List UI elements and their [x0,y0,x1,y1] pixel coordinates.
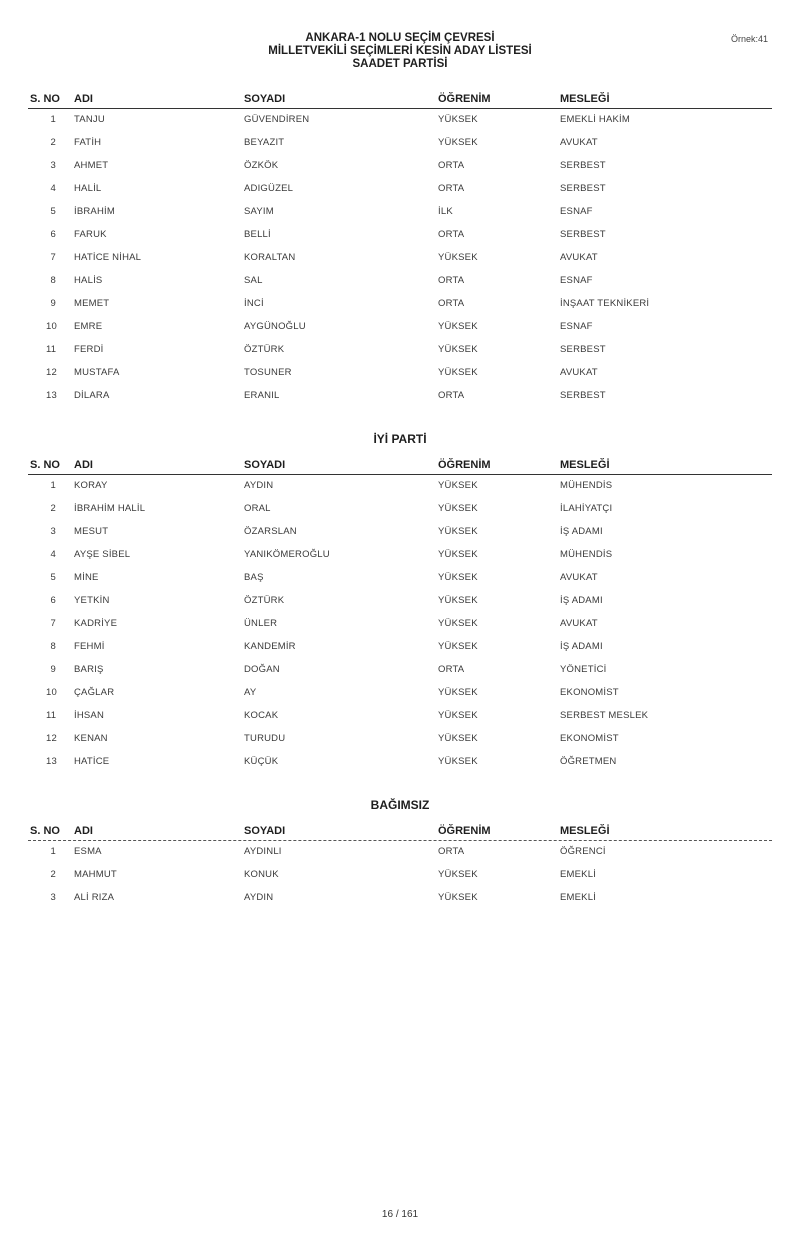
table-row [28,590,772,613]
candidate-surname: KÜÇÜK [244,756,279,767]
candidate-surname: KORALTAN [244,252,296,263]
candidate-name: KORAY [74,480,108,491]
row-number: 13 [46,756,57,767]
candidate-education: YÜKSEK [438,687,478,698]
candidate-occupation: AVUKAT [560,137,598,148]
candidate-occupation: EMEKLİ [560,892,597,903]
candidate-surname: GÜVENDİREN [244,114,310,125]
col-name: ADI [74,459,93,471]
row-number: 9 [50,664,56,675]
col-no: S. NO [30,93,60,105]
candidate-surname: KONUK [244,869,279,880]
candidate-occupation: MÜHENDİS [560,549,613,560]
table-row [28,841,772,864]
candidate-surname: KOCAK [244,710,279,721]
candidate-surname: ÖZKÖK [244,160,279,171]
candidate-surname: TURUDU [244,733,286,744]
candidate-name: EMRE [74,321,103,332]
table-row [28,178,772,201]
row-number: 12 [46,733,57,744]
candidate-education: ORTA [438,160,465,171]
col-name: ADI [74,93,93,105]
candidate-occupation: AVUKAT [560,252,598,263]
candidate-occupation: İNŞAAT TEKNİKERİ [560,298,650,309]
candidate-name: FEHMİ [74,641,105,652]
candidate-surname: BELLİ [244,229,271,240]
row-number: 3 [50,526,56,537]
col-occupation: MESLEĞİ [560,825,610,837]
page-number: 16 / 161 [381,1209,419,1220]
row-number: 10 [46,687,57,698]
row-number: 2 [50,503,56,514]
table-header [28,90,772,109]
col-surname: SOYADI [244,93,286,105]
col-occupation: MESLEĞİ [560,459,610,471]
candidate-education: YÜKSEK [438,367,478,378]
header-party: SAADET PARTİSİ [352,58,448,70]
table-row [28,109,772,132]
candidate-occupation: EKONOMİST [560,687,619,698]
table-row [28,728,772,751]
candidate-name: İBRAHİM HALİL [74,503,146,514]
candidate-name: MUSTAFA [74,367,120,378]
table-row [28,636,772,659]
candidate-surname: BEYAZIT [244,137,285,148]
candidate-education: ORTA [438,275,465,286]
table-row [28,475,772,498]
candidate-education: YÜKSEK [438,892,478,903]
candidate-name: MESUT [74,526,109,537]
candidate-name: HALİL [74,183,102,194]
form-reference: Örnek:41 [730,34,768,44]
candidate-education: YÜKSEK [438,595,478,606]
candidate-name: MİNE [74,572,99,583]
candidate-surname: AYDIN [244,480,274,491]
candidate-surname: AY [244,687,257,698]
candidate-surname: KANDEMİR [244,641,296,652]
candidate-education: ORTA [438,390,465,401]
candidate-occupation: SERBEST MESLEK [560,710,649,721]
candidate-education: YÜKSEK [438,503,478,514]
candidate-name: HATİCE NİHAL [74,252,142,263]
table-row [28,224,772,247]
candidate-education: ORTA [438,298,465,309]
row-number: 1 [50,480,56,491]
candidate-table-bagimsiz [28,822,772,910]
candidate-occupation: İLAHİYATÇI [560,503,613,514]
candidate-occupation: SERBEST [560,183,606,194]
table-row [28,201,772,224]
table-row [28,567,772,590]
candidate-education: YÜKSEK [438,137,478,148]
candidate-occupation: ÖĞRETMEN [560,756,617,767]
table-row [28,385,772,408]
candidate-name: MEMET [74,298,110,309]
candidate-surname: ADIGÜZEL [244,183,294,194]
candidate-surname: İNCİ [244,298,264,309]
candidate-occupation: ESNAF [560,206,593,217]
row-number: 13 [46,390,57,401]
col-education: ÖĞRENİM [438,93,491,105]
candidate-name: AYŞE SİBEL [74,549,131,560]
row-number: 4 [50,549,56,560]
row-number: 2 [50,869,56,880]
table-row [28,682,772,705]
row-number: 2 [50,137,56,148]
row-number: 1 [50,846,56,857]
table-row [28,544,772,567]
candidate-surname: ERANIL [244,390,280,401]
row-number: 8 [50,641,56,652]
candidate-education: ORTA [438,664,465,675]
candidate-occupation: İŞ ADAMI [560,526,603,537]
candidate-occupation: İŞ ADAMI [560,641,603,652]
candidate-education: YÜKSEK [438,869,478,880]
candidate-table-saadet [28,90,772,408]
candidate-name: FERDİ [74,344,104,355]
candidate-name: FATİH [74,137,102,148]
candidate-education: ORTA [438,183,465,194]
col-no: S. NO [30,459,60,471]
row-number: 12 [46,367,57,378]
candidate-occupation: SERBEST [560,344,606,355]
candidate-name: KADRİYE [74,618,118,629]
candidate-surname: SAL [244,275,263,286]
candidate-occupation: ESNAF [560,321,593,332]
candidate-name: YETKİN [74,595,110,606]
candidate-education: İLK [438,206,453,217]
candidate-education: YÜKSEK [438,641,478,652]
table-row [28,270,772,293]
candidate-name: ALİ RIZA [74,892,115,903]
candidate-education: YÜKSEK [438,526,478,537]
row-number: 11 [46,344,57,355]
row-number: 8 [50,275,56,286]
candidate-occupation: ÖĞRENCİ [560,846,606,857]
candidate-name: MAHMUT [74,869,117,880]
table-row [28,705,772,728]
row-number: 4 [50,183,56,194]
candidate-occupation: EKONOMİST [560,733,619,744]
candidate-occupation: SERBEST [560,390,606,401]
table-row [28,293,772,316]
table-row [28,751,772,774]
row-number: 3 [50,892,56,903]
candidate-surname: AYDIN [244,892,274,903]
candidate-name: FARUK [74,229,107,240]
candidate-name: İHSAN [74,710,105,721]
candidate-education: ORTA [438,229,465,240]
candidate-name: HALİS [74,275,103,286]
row-number: 11 [46,710,57,721]
table-row [28,659,772,682]
candidate-education: YÜKSEK [438,618,478,629]
candidate-education: YÜKSEK [438,756,478,767]
candidate-surname: ÜNLER [244,618,278,629]
candidate-surname: AYGÜNOĞLU [244,321,306,332]
candidate-occupation: MÜHENDİS [560,480,613,491]
col-surname: SOYADI [244,459,286,471]
candidate-name: HATİCE [74,756,110,767]
table-row [28,613,772,636]
candidate-occupation: AVUKAT [560,367,598,378]
candidate-surname: TOSUNER [244,367,292,378]
table-row [28,339,772,362]
col-name: ADI [74,825,93,837]
col-no: S. NO [30,825,60,837]
table-row [28,521,772,544]
section-title-bagimsiz: BAĞIMSIZ [370,798,430,812]
row-number: 5 [50,572,56,583]
candidate-occupation: YÖNETİCİ [560,664,607,675]
col-education: ÖĞRENİM [438,459,491,471]
candidate-education: YÜKSEK [438,480,478,491]
candidate-occupation: SERBEST [560,160,606,171]
row-number: 5 [50,206,56,217]
table-row [28,362,772,385]
table-header [28,456,772,475]
candidate-occupation: SERBEST [560,229,606,240]
candidate-education: YÜKSEK [438,733,478,744]
col-occupation: MESLEĞİ [560,93,610,105]
table-row [28,887,772,910]
row-number: 10 [46,321,57,332]
table-row [28,498,772,521]
candidate-education: YÜKSEK [438,252,478,263]
candidate-surname: BAŞ [244,572,264,583]
table-row [28,247,772,270]
candidate-name: KENAN [74,733,108,744]
header-list-title: MİLLETVEKİLİ SEÇİMLERİ KESİN ADAY LİSTESİ [268,45,532,57]
row-number: 9 [50,298,56,309]
header-constituency: ANKARA-1 NOLU SEÇİM ÇEVRESİ [305,32,495,44]
table-header [28,822,772,841]
candidate-name: DİLARA [74,390,110,401]
candidate-education: YÜKSEK [438,114,478,125]
candidate-occupation: EMEKLİ [560,869,597,880]
candidate-name: BARIŞ [74,664,104,675]
candidate-education: YÜKSEK [438,344,478,355]
row-number: 6 [50,229,56,240]
candidate-surname: SAYIM [244,206,274,217]
candidate-occupation: ESNAF [560,275,593,286]
candidate-name: İBRAHİM [74,206,115,217]
candidate-surname: DOĞAN [244,664,280,675]
row-number: 7 [50,618,56,629]
candidate-occupation: İŞ ADAMI [560,595,603,606]
candidate-education: YÜKSEK [438,549,478,560]
candidate-surname: ÖZARSLAN [244,526,297,537]
candidate-surname: ORAL [244,503,271,514]
candidate-education: ORTA [438,846,465,857]
candidate-name: ESMA [74,846,102,857]
candidate-name: AHMET [74,160,109,171]
table-row [28,155,772,178]
table-row [28,132,772,155]
candidate-surname: ÖZTÜRK [244,344,285,355]
candidate-occupation: EMEKLİ HAKİM [560,114,630,125]
candidate-education: YÜKSEK [438,321,478,332]
table-row [28,864,772,887]
candidate-education: YÜKSEK [438,710,478,721]
row-number: 7 [50,252,56,263]
candidate-education: YÜKSEK [438,572,478,583]
candidate-name: TANJU [74,114,105,125]
row-number: 6 [50,595,56,606]
candidate-surname: AYDINLI [244,846,282,857]
candidate-name: ÇAĞLAR [74,687,115,698]
candidate-occupation: AVUKAT [560,618,598,629]
col-education: ÖĞRENİM [438,825,491,837]
candidate-surname: ÖZTÜRK [244,595,285,606]
row-number: 1 [50,114,56,125]
candidate-table-iyi [28,456,772,774]
row-number: 3 [50,160,56,171]
section-title-iyi-parti: İYİ PARTİ [373,432,427,446]
col-surname: SOYADI [244,825,286,837]
candidate-occupation: AVUKAT [560,572,598,583]
document-header [0,32,800,71]
table-row [28,316,772,339]
candidate-surname: YANIKÖMEROĞLU [244,549,330,560]
